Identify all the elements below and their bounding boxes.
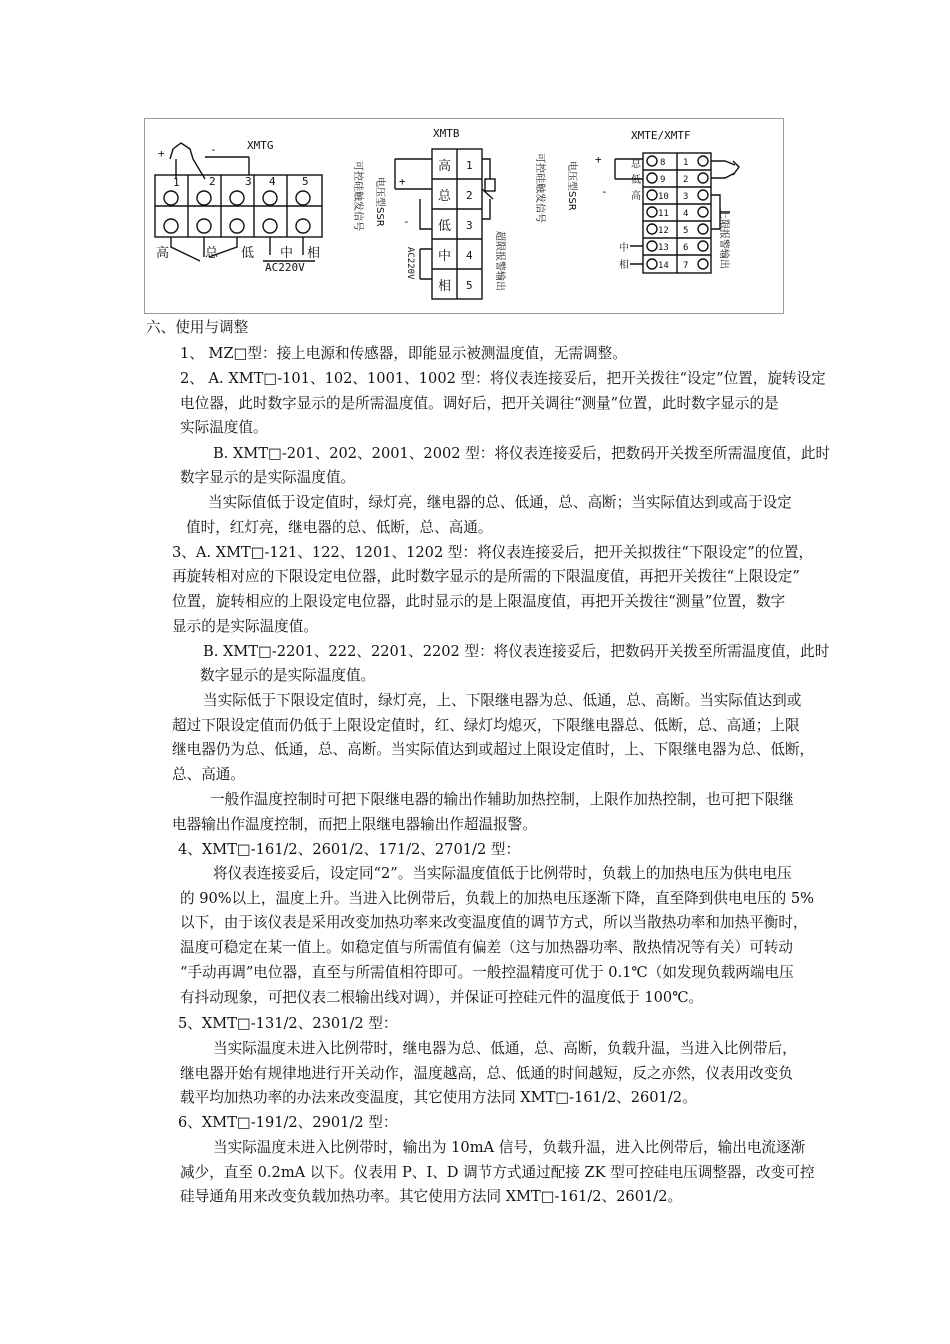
xmtg-label-neutral: 中 xyxy=(280,246,294,261)
xmtb-row3-num: 3 xyxy=(466,219,473,232)
xmtg-terminal-1: 1 xyxy=(173,176,180,189)
xmtb-row5-label: 相 xyxy=(438,279,452,294)
para-4-line-3: 以下，由于该仪表是采用改变加热功率来改变温度值的调节方式，所以当散热功率和加热平衡时， xyxy=(180,914,808,931)
para-3b-line-1: B. XMT□-2201、222、2201、2202 型：将仪表连接妥后，把数码开关拨至所需温度值，此时 xyxy=(203,643,830,660)
xmtb-row4-label: 中 xyxy=(438,249,452,264)
para-3-line-3: 位置，旋转相应的上限设定电位器，此时显示的是上限温度值，再把开关拨往“测量”位置，数字 xyxy=(172,593,786,610)
xmtb-row5-num: 5 xyxy=(466,279,473,292)
xmte-alarm-label: 上限报警输出 xyxy=(718,209,729,269)
xmte-side-neutral: 中 xyxy=(619,243,629,254)
xmtg-label-low: 低 xyxy=(241,246,255,261)
xmtg-label-high: 高 xyxy=(156,246,170,261)
xmtg-label-common: 总 xyxy=(205,246,219,261)
para-2c-line-1: 当实际值低于设定值时，绿灯亮，继电器的总、低通，总、高断；当实际值达到或高于设定 xyxy=(208,494,792,511)
para-3c-line-3: 继电器仍为总、低通，总、高断。当实际值达到或超过上限设定值时，上、下限继电器为总、低断， xyxy=(172,741,815,758)
xmtg-terminal-4: 4 xyxy=(269,175,276,188)
para-4-line-6: 有抖动现象，可把仪表二根输出线对调），并保证可控硅元件的温度低于 100℃。 xyxy=(180,989,704,1006)
xmte-r1-b: 1 xyxy=(683,158,689,168)
xmte-r3-b: 3 xyxy=(683,192,689,202)
para-3d-line-2: 电器输出作温度控制，而把上限继电器输出作超温报警。 xyxy=(172,816,537,833)
para-2b-line-2: 数字显示的是实际温度值。 xyxy=(180,469,356,486)
xmte-r5-b: 5 xyxy=(683,226,689,236)
xmtg-label-phase: 相 xyxy=(307,246,321,261)
para-1: 1、 MZ□型：接上电源和传感器，即能显示被测温度值，无需调整。 xyxy=(180,345,627,362)
para-6-line-3: 硅导通角用来改变负载加热功率。其它使用方法同 XMT□-161/2、2601/2。 xyxy=(180,1188,683,1205)
para-3c-line-4: 总、高通。 xyxy=(172,766,245,783)
para-3c-line-1: 当实际低于下限设定值时，绿灯亮，上、下限继电器为总、低通，总、高断。当实际值达到或 xyxy=(203,692,802,709)
xmte-r7-a: 14 xyxy=(658,261,669,271)
para-4-line-2: 的 90%以上，温度上升。当进入比例带后，负载上的加热电压逐渐下降，直至降到供电电压的 5% xyxy=(180,890,815,907)
xmtb-title: XMTB xyxy=(433,127,460,140)
para-4-line-4: 温度可稳定在某一值上。如稳定值与所需值有偏差（这与加热器功率、散热情况等有关）可转动 xyxy=(180,939,793,956)
para-5-line-3: 载平均加热功率的办法来改变温度，其它使用方法同 XMT□-161/2、2601/2。 xyxy=(180,1089,697,1106)
para-3-line-4: 显示的是实际温度值。 xyxy=(172,618,318,635)
xmtg-terminal-2: 2 xyxy=(209,175,216,188)
xmte-side-high: 高 xyxy=(631,191,641,202)
xmte-r6-b: 6 xyxy=(683,243,689,253)
xmtb-plus: + xyxy=(399,175,406,188)
xmtb-minus: - xyxy=(403,215,410,228)
para-5-line-2: 继电器开始有规律地进行开关动作，温度越高，总、低通的时间越短，反之亦然，仪表用改变负 xyxy=(180,1065,793,1082)
para-4-line-5: “手动再调”电位器，直至与所需值相符即可。一般控温精度可优于 0.1℃（如发现负载两端电压 xyxy=(180,964,794,981)
wiring-diagram xyxy=(144,118,784,314)
xmtb-ac-label: AC220V xyxy=(405,247,415,280)
para-5-title: 5、XMT□-131/2、2301/2 型： xyxy=(178,1015,398,1032)
xmte-side-phase: 相 xyxy=(619,260,629,271)
xmte-r7-b: 7 xyxy=(683,261,689,271)
xmte-plus: + xyxy=(595,153,602,166)
para-4-line-1: 将仪表连接妥后，设定同“2”。当实际温度值低于比例带时，负载上的加热电压为供电电压 xyxy=(213,865,792,882)
xmte-trigger-label: 可控硅触发信号 xyxy=(534,153,545,223)
para-3b-line-2: 数字显示的是实际温度值。 xyxy=(200,667,376,684)
xmte-side-common: 总 xyxy=(631,159,641,170)
xmte-r6-a: 13 xyxy=(658,243,669,253)
section-title: 六、使用与调整 xyxy=(146,319,249,336)
para-3d-line-1: 一般作温度控制时可把下限继电器的输出作辅助加热控制，上限作加热控制，也可把下限继 xyxy=(210,791,794,808)
xmtb-row2-num: 2 xyxy=(466,189,473,202)
para-4-title: 4、XMT□-161/2、2601/2、171/2、2701/2 型： xyxy=(178,841,521,858)
xmtg-terminal-3: 3 xyxy=(245,175,252,188)
xmtg-title: XMTG xyxy=(247,139,274,152)
xmte-side-low: 低 xyxy=(631,175,641,186)
para-6-title: 6、XMT□-191/2、2901/2 型： xyxy=(178,1114,398,1131)
para-5-line-1: 当实际温度未进入比例带时，继电器为总、低通，总、高断，负载升温，当进入比例带后， xyxy=(213,1040,797,1057)
xmte-r2-b: 2 xyxy=(683,175,689,185)
xmte-r4-a: 11 xyxy=(658,209,669,219)
xmte-title: XMTE/XMTF xyxy=(631,129,691,142)
wiring-diagram-svg xyxy=(145,119,783,313)
xmte-ssr-label: 电压型SSR xyxy=(566,161,577,211)
xmtb-row1-num: 1 xyxy=(466,159,473,172)
xmtb-row4-num: 4 xyxy=(466,249,473,262)
xmtg-minus: - xyxy=(210,143,217,156)
xmtg-terminal-5: 5 xyxy=(302,175,309,188)
xmte-r5-a: 12 xyxy=(658,226,669,236)
xmtb-ssr-label: 电压型SSR xyxy=(374,177,385,227)
xmtb-trigger-label: 可控硅触发信号 xyxy=(352,161,363,231)
para-2c-line-2: 值时，红灯亮，继电器的总、低断，总、高通。 xyxy=(186,519,493,536)
xmtb-row1-label: 高 xyxy=(438,159,452,174)
para-2-line-2: 电位器，此时数字显示的是所需温度值。调好后，把开关调往“测量”位置，此时数字显示的是 xyxy=(180,395,779,412)
para-2-line-1: 2、 A. XMT□-101、102、1001、1002 型：将仪表连接妥后，把开关拨往“设定”位置，旋转设定 xyxy=(180,370,826,387)
para-3-line-1: 3、A. XMT□-121、122、1201、1202 型：将仪表连接妥后，把开关拟拨往“下限设定”的位置， xyxy=(172,544,814,561)
para-3c-line-2: 超过下限设定值而仍低于上限设定值时，红、绿灯均熄灭，下限继电器总、低断，总、高通；上限 xyxy=(172,717,800,734)
xmtb-row2-label: 总 xyxy=(438,189,452,204)
xmte-r3-a: 10 xyxy=(658,192,669,202)
xmtg-power: AC220V xyxy=(265,261,305,274)
xmte-r4-b: 4 xyxy=(683,209,689,219)
para-6-line-1: 当实际温度未进入比例带时，输出为 10mA 信号，负载升温，进入比例带后，输出电流逐渐 xyxy=(213,1139,806,1156)
xmtg-plus: + xyxy=(158,147,165,160)
xmte-minus: - xyxy=(601,185,608,198)
para-6-line-2: 减少，直至 0.2mA 以下。仪表用 P、I、D 调节方式通过配接 ZK 型可控硅电压调整器，改变可控 xyxy=(180,1164,815,1181)
xmtb-alarm-label: 超限报警输出 xyxy=(494,231,505,291)
xmte-r2-a: 9 xyxy=(660,175,666,185)
para-2-line-3: 实际温度值。 xyxy=(180,419,268,436)
xmte-r1-a: 8 xyxy=(660,158,666,168)
xmtb-row3-label: 低 xyxy=(438,219,452,234)
para-2b-line-1: B. XMT□-201、202、2001、2002 型：将仪表连接妥后，把数码开关拨至所需温度值，此时 xyxy=(213,445,831,462)
para-3-line-2: 再旋转相对应的下限设定电位器，此时数字显示的是所需的下限温度值，再把开关拨往“上限设定” xyxy=(172,568,800,585)
